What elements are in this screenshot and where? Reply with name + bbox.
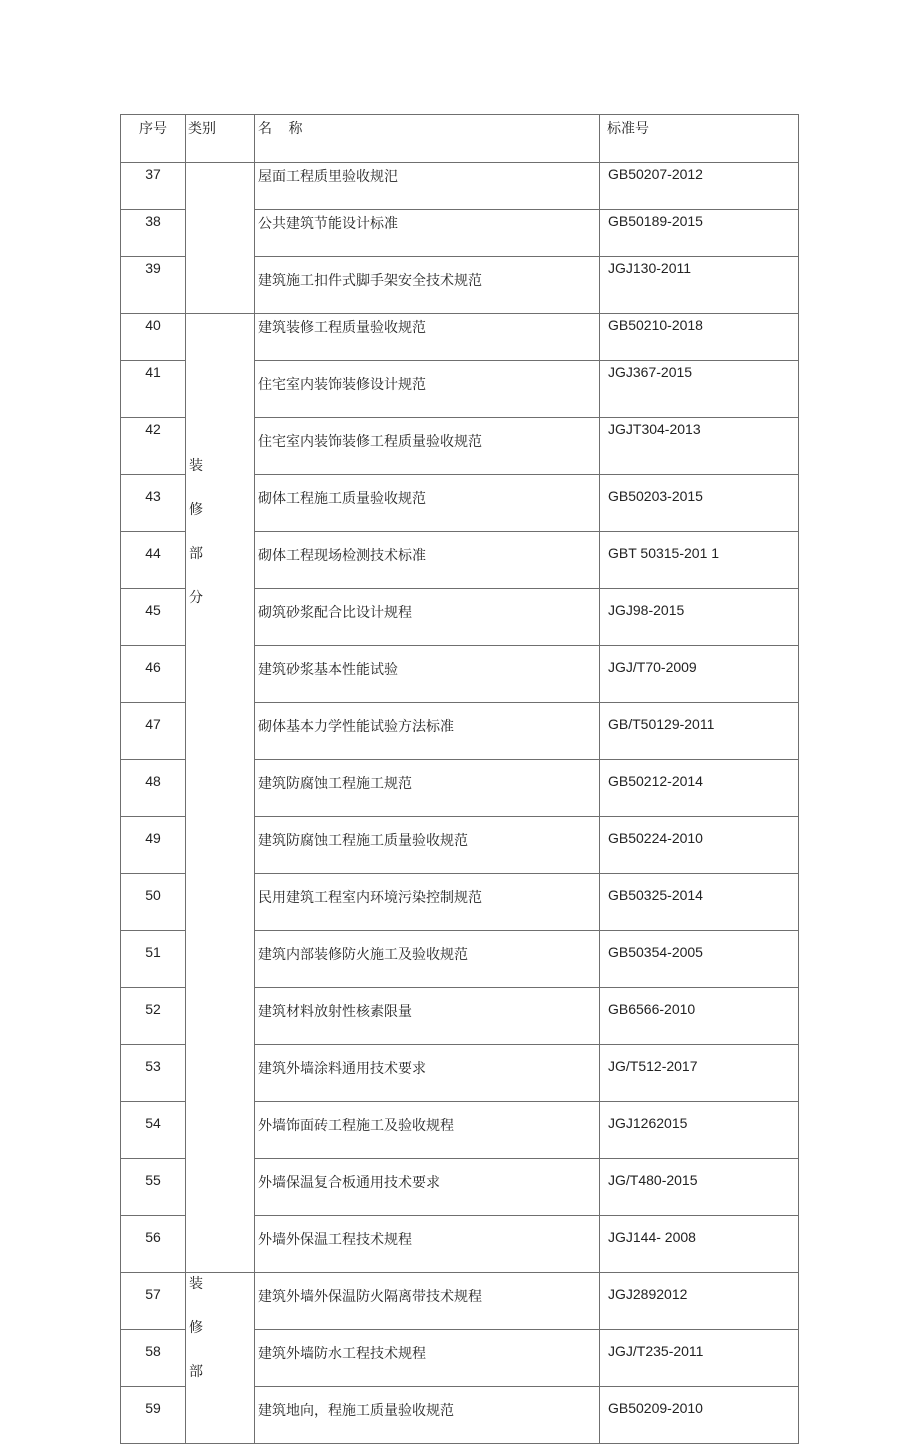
row-name: 建筑施工扣件式脚手架安全技术规范 <box>255 257 600 314</box>
row-no: 42 <box>121 418 186 475</box>
header-code: 标准号 <box>600 115 799 163</box>
category-cell-decoration-2 <box>186 1273 255 1444</box>
table-row <box>121 163 799 210</box>
row-no: 45 <box>121 589 186 646</box>
row-no: 57 <box>121 1273 186 1330</box>
row-name: 外墙饰面砖工程施工及验收规程 <box>255 1102 600 1159</box>
row-code: JGJ1262015 <box>600 1102 799 1159</box>
row-no: 56 <box>121 1216 186 1273</box>
row-name: 建筑内部装修防火施工及验收规范 <box>255 931 600 988</box>
row-no: 38 <box>121 210 186 257</box>
category-cell-empty <box>186 163 255 314</box>
row-no: 48 <box>121 760 186 817</box>
category-char: 装 <box>189 458 203 474</box>
row-no: 53 <box>121 1045 186 1102</box>
row-name: 建筑防腐蚀工程施工规范 <box>255 760 600 817</box>
category-char: 部 <box>189 1364 203 1380</box>
row-name: 屋面工程质里验收规汜 <box>255 163 600 210</box>
table-row <box>121 1273 799 1330</box>
row-no: 50 <box>121 874 186 931</box>
row-name: 建筑砂浆基本性能试验 <box>255 646 600 703</box>
table-row <box>121 314 799 361</box>
category-char: 修 <box>189 1320 203 1336</box>
row-code: JGJ98-2015 <box>600 589 799 646</box>
row-no: 37 <box>121 163 186 210</box>
row-code: GB6566-2010 <box>600 988 799 1045</box>
row-no: 46 <box>121 646 186 703</box>
row-code: JGJ367-2015 <box>600 361 799 418</box>
row-name: 砌体基本力学性能试验方法标准 <box>255 703 600 760</box>
row-name: 建筑防腐蚀工程施工质量验收规范 <box>255 817 600 874</box>
row-name: 砌筑砂浆配合比设计规程 <box>255 589 600 646</box>
row-no: 40 <box>121 314 186 361</box>
row-code: GB/T50129-2011 <box>600 703 799 760</box>
row-name: 建筑外墙涂料通用技术要求 <box>255 1045 600 1102</box>
row-code: JGJ130-2011 <box>600 257 799 314</box>
row-code: JGJ144- 2008 <box>600 1216 799 1273</box>
category-char: 部 <box>189 546 203 562</box>
row-code: GB50224-2010 <box>600 817 799 874</box>
row-code: JG/T480-2015 <box>600 1159 799 1216</box>
row-no: 41 <box>121 361 186 418</box>
header-name: 名 称 <box>255 115 600 163</box>
row-name: 公共建筑节能设计标准 <box>255 210 600 257</box>
row-name: 民用建筑工程室内环境污染控制规范 <box>255 874 600 931</box>
row-code: JGJ/T235-2011 <box>600 1330 799 1387</box>
row-name: 外墙外保温工程技术规程 <box>255 1216 600 1273</box>
row-code: JGJ/T70-2009 <box>600 646 799 703</box>
row-no: 39 <box>121 257 186 314</box>
row-code: JGJ2892012 <box>600 1273 799 1330</box>
row-name: 建筑装修工程质量验收规范 <box>255 314 600 361</box>
row-no: 58 <box>121 1330 186 1387</box>
row-name: 建筑外墙外保温防火隔离带技术规程 <box>255 1273 600 1330</box>
table-header-row <box>121 115 799 163</box>
row-code: GB50210-2018 <box>600 314 799 361</box>
header-no: 序号 <box>121 115 186 163</box>
row-no: 43 <box>121 475 186 532</box>
row-name: 砌体工程施工质量验收规范 <box>255 475 600 532</box>
row-code: GB50189-2015 <box>600 210 799 257</box>
row-name: 建筑地向，程施工质量验收规范 <box>255 1387 600 1444</box>
row-no: 47 <box>121 703 186 760</box>
row-name: 砌体工程现场检测技术标准 <box>255 532 600 589</box>
category-cell-decoration <box>186 314 255 1273</box>
category-char: 装 <box>189 1276 203 1292</box>
row-name: 住宅室内装饰装修设计规范 <box>255 361 600 418</box>
category-char: 分 <box>189 590 203 606</box>
row-code: GB50203-2015 <box>600 475 799 532</box>
row-name: 建筑外墙防水工程技术规程 <box>255 1330 600 1387</box>
row-no: 51 <box>121 931 186 988</box>
row-no: 49 <box>121 817 186 874</box>
row-code: GB50325-2014 <box>600 874 799 931</box>
row-no: 54 <box>121 1102 186 1159</box>
category-char: 修 <box>189 502 203 518</box>
row-code: JG/T512-2017 <box>600 1045 799 1102</box>
row-code: GB50209-2010 <box>600 1387 799 1444</box>
row-no: 52 <box>121 988 186 1045</box>
row-name: 建筑材料放射性核素限量 <box>255 988 600 1045</box>
row-code: GB50212-2014 <box>600 760 799 817</box>
row-no: 59 <box>121 1387 186 1444</box>
row-name: 住宅室内装饰装修工程质量验收规范 <box>255 418 600 475</box>
row-code: GB50354-2005 <box>600 931 799 988</box>
row-no: 44 <box>121 532 186 589</box>
row-code: JGJT304-2013 <box>600 418 799 475</box>
standards-table <box>120 114 799 1444</box>
row-no: 55 <box>121 1159 186 1216</box>
header-category: 类别 <box>186 115 255 163</box>
row-name: 外墙保温复合板通用技术要求 <box>255 1159 600 1216</box>
row-code: GB50207-2012 <box>600 163 799 210</box>
row-code: GBT 50315-201 1 <box>600 532 799 589</box>
